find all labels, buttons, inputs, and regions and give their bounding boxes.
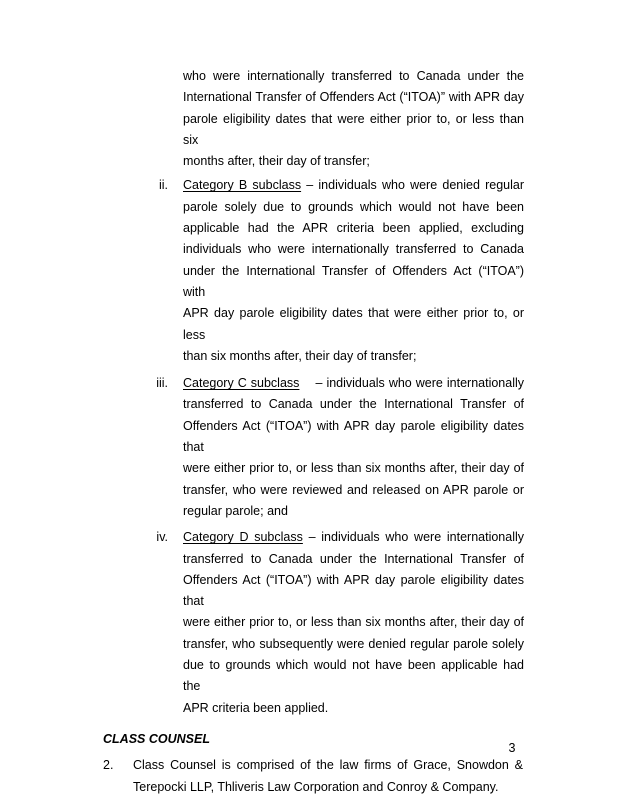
text-line: transferred to Canada under the International Transfer of	[183, 397, 524, 412]
list-item-category-b	[0, 175, 624, 367]
text-segment: – individuals who were denied regular	[301, 178, 524, 193]
text-line: Offenders Act (“ITOA”) with APR day parole eligibility dates that	[183, 572, 524, 609]
section-heading-class-counsel: CLASS COUNSEL	[103, 731, 210, 746]
text-line: transferred to Canada under the International Transfer of	[183, 551, 524, 566]
paragraph-continuation-category-a	[0, 66, 624, 172]
list-marker: ii.	[158, 178, 168, 193]
subclass-label: Category C subclass	[183, 376, 300, 391]
text-line: APR day parole eligibility dates that were either prior to, or less	[183, 306, 524, 342]
text-line: were either prior to, or less than six months after, their day of	[183, 615, 524, 630]
text-line: Terepocki LLP, Thliveris Law Corporation and Conroy & Company.	[133, 779, 499, 794]
subclass-label: Category B subclass	[183, 178, 302, 193]
text-line: individuals who were internationally transferred to Canada	[183, 242, 524, 257]
text-line: months after, their day of transfer;	[183, 154, 370, 169]
text-line: APR criteria been applied.	[183, 700, 329, 715]
list-item-category-c	[0, 373, 624, 522]
list-item-category-d	[0, 527, 624, 719]
text-line: regular parole; and	[183, 503, 288, 518]
text-line	[183, 527, 524, 548]
list-marker: iv.	[156, 530, 168, 545]
text-line	[183, 175, 524, 196]
text-line	[183, 373, 524, 394]
text-line: were either prior to, or less than six months after, their day of	[183, 461, 524, 476]
list-marker: iii.	[156, 376, 168, 391]
text-line: Offenders Act (“ITOA”) with APR day parole eligibility dates that	[183, 418, 524, 455]
text-line: parole eligibility dates that were either prior to, or less than six	[183, 111, 524, 147]
text-line: transfer, who were reviewed and released on APR parole or	[183, 482, 524, 497]
paragraph-2	[0, 755, 624, 798]
text-line: due to grounds which would not have been applicable had the	[183, 658, 524, 694]
text-line: under the International Transfer of Offenders Act (“ITOA”) with	[183, 263, 524, 299]
text-line: applicable had the APR criteria been applied, excluding	[183, 221, 524, 236]
text-segment: – individuals who were internationally	[299, 376, 525, 391]
subclass-label: Category D subclass	[183, 530, 303, 545]
text-line: International Transfer of Offenders Act (“ITOA)” with APR day	[183, 90, 524, 105]
text-line: Class Counsel is comprised of the law firms of Grace, Snowdon &	[133, 758, 523, 773]
text-line: parole solely due to grounds which would not have been	[183, 199, 524, 214]
paragraph-number: 2.	[103, 758, 114, 773]
text-line: who were internationally transferred to Canada under the	[183, 69, 524, 83]
text-segment: – individuals who were internationally	[302, 530, 525, 545]
text-line: than six months after, their day of transfer;	[183, 348, 417, 363]
page-number: 3	[508, 741, 516, 755]
text-line: transfer, who subsequently were denied regular parole solely	[183, 636, 524, 651]
